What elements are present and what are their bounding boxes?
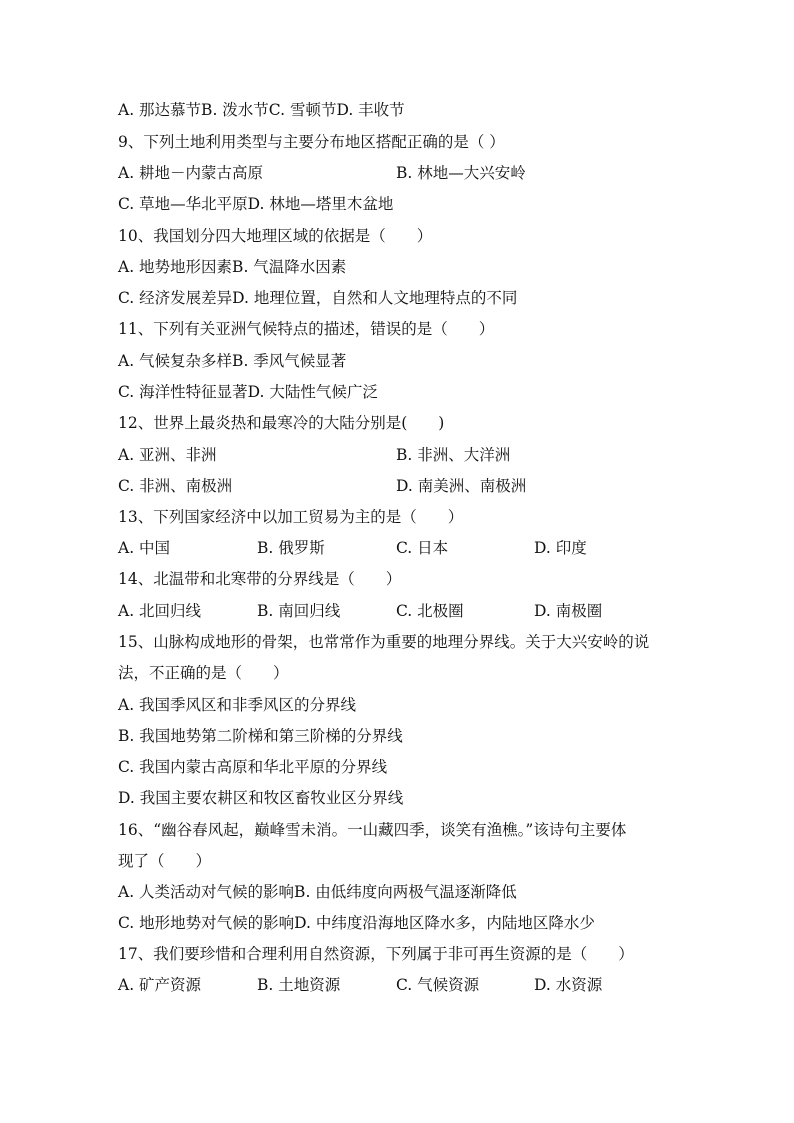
- option-text: B. 非洲、大洋洲: [396, 446, 511, 464]
- option-text: A. 中国: [118, 539, 171, 557]
- option-text: B. 我国地势第二阶梯和第三阶梯的分界线: [118, 727, 403, 745]
- option-text: A. 北回归线: [118, 602, 202, 620]
- option-text: C. 日本: [396, 539, 449, 557]
- question-text: 14、北温带和北寒带的分界线是（ ）: [118, 570, 402, 588]
- question-text: 现了（ ）: [118, 852, 212, 870]
- option-text: A. 地势地形因素B. 气温降水因素: [118, 258, 347, 276]
- option-text: A. 那达慕节B. 泼水节C. 雪顿节D. 丰收节: [118, 101, 405, 119]
- option-text: B. 土地资源: [257, 976, 341, 994]
- option-text: D. 我国主要农耕区和牧区畜牧业区分界线: [118, 789, 404, 807]
- option-text: A. 气候复杂多样B. 季风气候显著: [118, 352, 347, 370]
- question-text: 15、山脉构成地形的骨架，也常常作为重要的地理分界线。关于大兴安岭的说: [118, 633, 650, 651]
- option-text: C. 非洲、南极洲: [118, 477, 233, 495]
- question-text: 12、世界上最炎热和最寒冷的大陆分别是( ): [118, 414, 445, 432]
- question-text: 17、我们要珍惜和合理利用自然资源，下列属于非可再生资源的是（ ）: [118, 945, 634, 963]
- option-text: D. 南美洲、南极洲: [396, 477, 527, 495]
- option-text: B. 南回归线: [257, 602, 341, 620]
- option-text: C. 气候资源: [396, 976, 480, 994]
- option-text: A. 我国季风区和非季风区的分界线: [118, 696, 357, 714]
- option-text: A. 人类活动对气候的影响B. 由低纬度向两极气温逐渐降低: [118, 883, 517, 901]
- question-text: 13、下列国家经济中以加工贸易为主的是（ ）: [118, 508, 464, 526]
- option-text: B. 林地—大兴安岭: [396, 164, 526, 182]
- option-text: B. 俄罗斯: [257, 539, 325, 557]
- option-text: C. 草地—华北平原D. 林地—塔里木盆地: [118, 195, 394, 213]
- option-text: C. 海洋性特征显著D. 大陆性气候广泛: [118, 383, 378, 401]
- option-text: C. 经济发展差异D. 地理位置，自然和人文地理特点的不同: [118, 289, 518, 307]
- question-text: 16、“幽谷春风起，巅峰雪未消。一山藏四季，谈笑有渔樵。”该诗句主要体: [118, 821, 627, 839]
- option-text: D. 南极圈: [534, 602, 603, 620]
- question-text: 9、下列土地利用类型与主要分布地区搭配正确的是（ ）: [118, 133, 505, 151]
- option-text: A. 矿产资源: [118, 976, 202, 994]
- option-text: D. 水资源: [534, 976, 603, 994]
- option-text: C. 地形地势对气候的影响D. 中纬度沿海地区降水多，内陆地区降水少: [118, 914, 595, 932]
- option-text: C. 我国内蒙古高原和华北平原的分界线: [118, 758, 388, 776]
- question-text: 法，不正确的是（ ）: [118, 664, 289, 682]
- option-text: D. 印度: [534, 539, 587, 557]
- option-text: A. 亚洲、非洲: [118, 446, 217, 464]
- question-text: 10、我国划分四大地理区域的依据是（ ）: [118, 227, 433, 245]
- option-text: A. 耕地－内蒙古高原: [118, 164, 264, 182]
- option-text: C. 北极圈: [396, 602, 464, 620]
- question-text: 11、下列有关亚洲气候特点的描述，错误的是（ ）: [118, 320, 495, 338]
